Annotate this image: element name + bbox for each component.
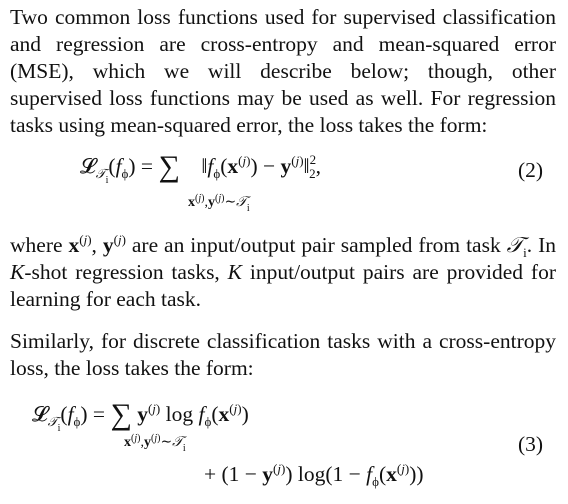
equation-2-number: (2) bbox=[518, 158, 544, 182]
paragraph-intro: Two common loss functions used for supervised classification and regression are cross-entropy and mean-squared error (MSE), which we will describe below; though, other supervised loss functions may be used as well. For regression tasks using mean-squared error, the loss takes the form: bbox=[10, 5, 556, 137]
equation-2-sum-subscript: $x^{(j)},y^{(j)}\sim 𝒯_i$ bbox=[188, 193, 250, 214]
equation-3-line2: + $(1 - y^{(j)})$ $\log(1 - f_\phi(x^{(j)}))$ bbox=[204, 461, 424, 489]
paragraph-where: where $x^{(j)}$, $y^{(j)}$ are an input/output pair sampled from task 𝒯$_i$. In K-shot regression tasks, K input/output pairs are provided for learning for each task. bbox=[10, 232, 556, 311]
equation-3-sum-subscript: $x^{(j)},y^{(j)}\sim 𝒯_i$ bbox=[124, 433, 186, 454]
equation-2-body: $𝓛_{𝒯_i}(f_\phi)$ = ∑ $‖f_\phi(x^{(j)})$ − $y^{(j)}‖^2_2$, bbox=[80, 150, 321, 186]
equation-3-line1: $𝓛_{𝒯_i}(f_\phi)$ = ∑ $y^{(j)}$ $\log f_\phi(x^{(j)})$ bbox=[32, 398, 249, 434]
paragraph-classification: Similarly, for discrete classification tasks with a cross-entropy loss, the loss takes the form: bbox=[10, 329, 556, 380]
equation-3-number: (3) bbox=[518, 432, 544, 456]
